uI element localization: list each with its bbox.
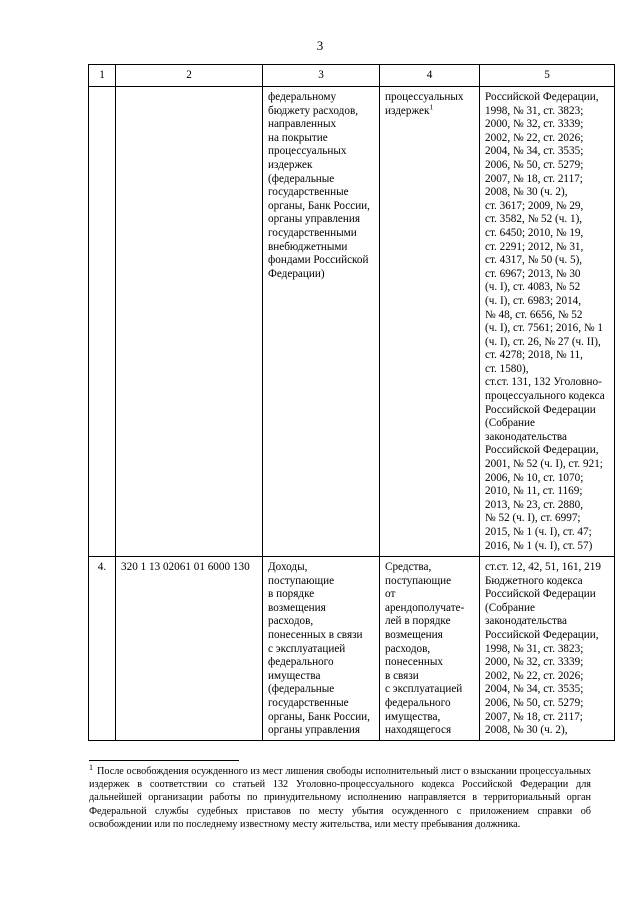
table-row-continued — [89, 87, 615, 557]
cell-income-name: Доходы, поступающие в порядке возмещения расходов, понесенных в связи с эксплуатацией федерального имущества (федеральные государственные органы, Банк России, органы управления — [263, 557, 380, 741]
cell-income-name: федеральному бюджету расходов, направленных на покрытие процессуальных издержек (федеральные государственные органы, Банк России, органы управления государственными внебюджетными фондами Российской Федерации) — [263, 87, 380, 557]
cell-code — [116, 87, 263, 557]
footnote-reference: 1 — [429, 101, 434, 111]
table-header-row — [89, 65, 615, 87]
cell-legal-basis: ст.ст. 12, 42, 51, 161, 219 Бюджетного кодекса Российской Федерации (Собрание законодательства Российской Федерации, 1998, № 31, ст. 3823; 2000, № 32, ст. 3339; 2002, № 22, ст. 2026; 2004, № 34, ст. 3535; 2006, № 50, ст. 5279; 2007, № 18, ст. 2117; 2008, № 30 (ч. 2), — [480, 557, 615, 741]
footnote — [89, 762, 591, 831]
column-header-3: 3 — [263, 65, 380, 87]
income-codes-table — [88, 64, 615, 741]
column-header-4: 4 — [380, 65, 480, 87]
table-row-4 — [89, 557, 615, 741]
cell-description: Средства, поступающие от арендополучате- лей в порядке возмещения расходов, понесенных в связи с эксплуатацией федерального имущества, находящегося — [380, 557, 480, 741]
cell-legal-basis: Российской Федерации, 1998, № 31, ст. 3823; 2000, № 32, ст. 3339; 2002, № 22, ст. 2026; 2004, № 34, ст. 3535; 2006, № 50, ст. 5279; 2007, № 18, ст. 2117; 2008, № 30 (ч. 2), ст. 3617; 2009, № 29, ст. 3582, № 52 (ч. 1), ст. 6450; 2010, № 19, ст. 2291; 2012, № 31, ст. 4317, № 50 (ч. 5), ст. 6967; 2013, № 30 (ч. I), ст. 4083, № 52 (ч. I), ст. 6983; 2014, № 48, ст. 6656, № 52 (ч. I), ст. 7561; 2016, № 1 (ч. I), ст. 26, № 27 (ч. II), ст. 4278; 2018, № 11, ст. 1580), ст.ст. 131, 132 Уголовно- процессуального кодекса Российской Федерации (Собрание законодательства Российской Федерации, 2001, № 52 (ч. I), ст. 921; 2006, № 10, ст. 1070; 2010, № 11, ст. 1169; 2013, № 23, ст. 2880, № 52 (ч. I), ст. 6997; 2015, № 1 (ч. I), ст. 47; 2016, № 1 (ч. I), ст. 57) — [480, 87, 615, 557]
cell-description-text: процессуальных издержек — [385, 91, 464, 117]
cell-number: 4. — [89, 557, 116, 741]
footnote-divider — [89, 760, 239, 761]
cell-description — [380, 87, 480, 557]
page-number: 3 — [316, 38, 324, 53]
column-header-1: 1 — [89, 65, 116, 87]
footnote-mark: 1 — [89, 762, 93, 772]
cell-code: 320 1 13 02061 01 6000 130 — [116, 557, 263, 741]
column-header-2: 2 — [116, 65, 263, 87]
column-header-5: 5 — [480, 65, 615, 87]
cell-number — [89, 87, 116, 557]
footnote-text: После освобождения осужденного из мест лишения свободы исполнительный лист о взыскании процессуальных издержек в соответствии со статьей 132 Уголовно-процессуального кодекса Российской Федерации для дальнейшей организации работы по принудительному исполнению направляется в территориальный орган Федеральной службы судебных приставов по месту убытия осужденного с приложением справки об освобождении или по последнему известному месту жительства, или месту пребывания должника. — [89, 766, 591, 830]
